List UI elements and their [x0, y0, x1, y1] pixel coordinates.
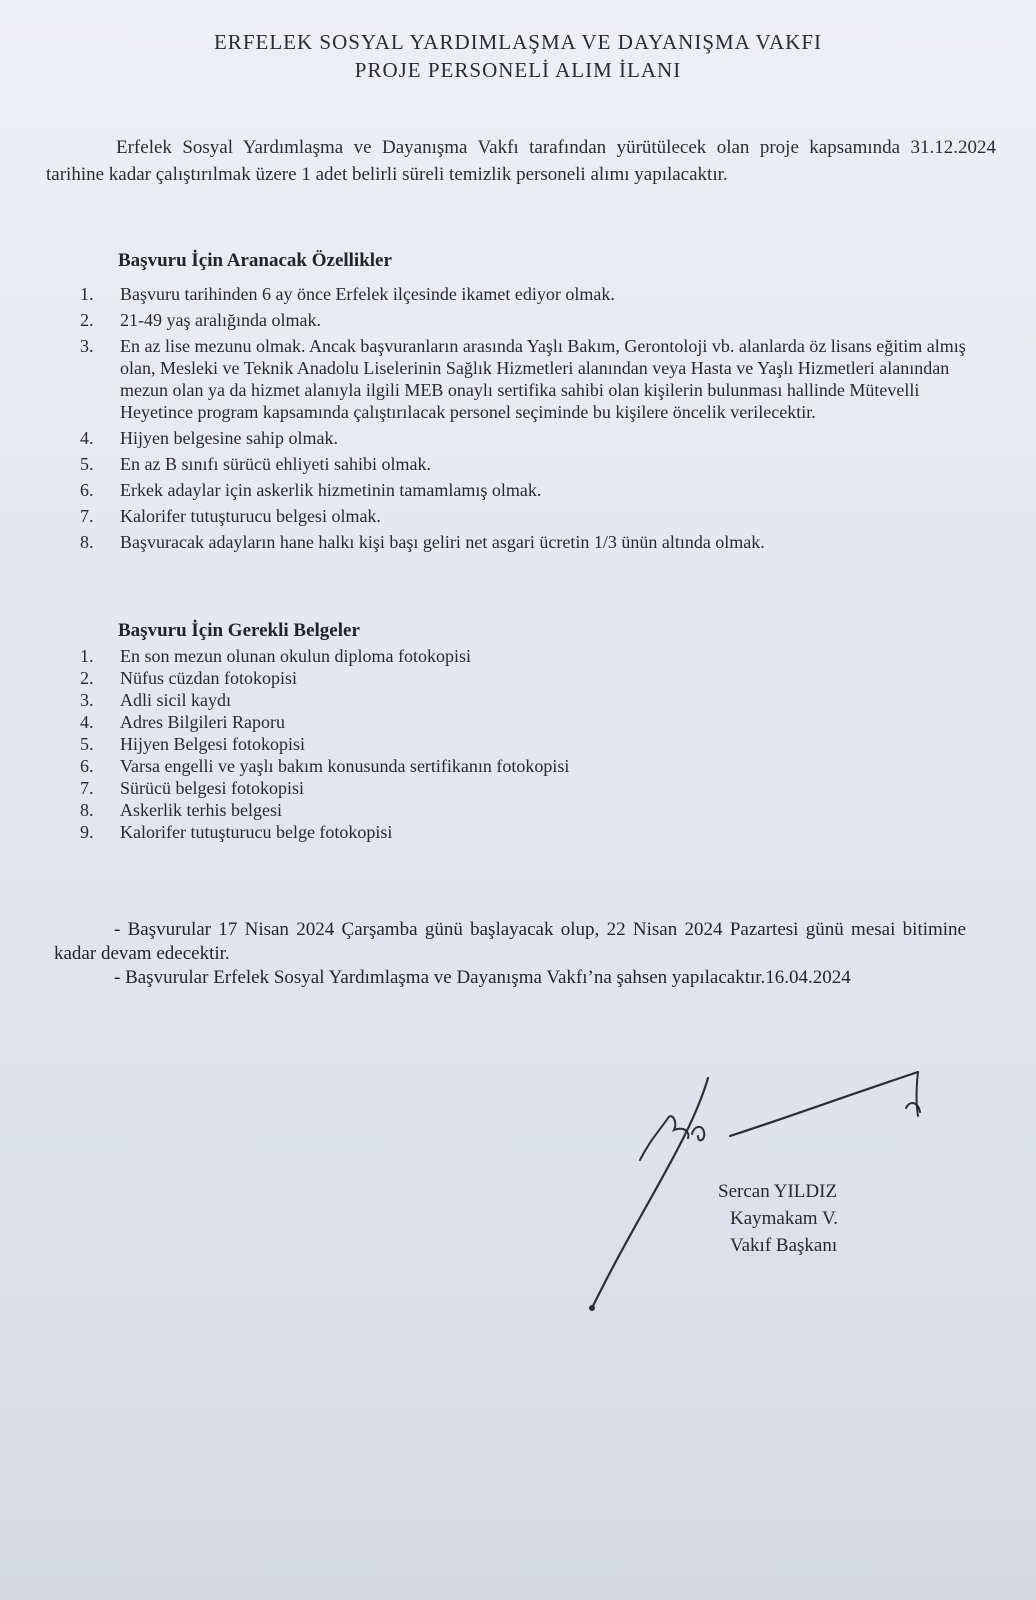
- document-subtitle: PROJE PERSONELİ ALIM İLANI: [354, 58, 682, 82]
- signature-stroke-end: [906, 1072, 920, 1116]
- item-text: Başvuru tarihinden 6 ay önce Erfelek ilçesinde ikamet ediyor olmak.: [120, 284, 615, 304]
- signer-name: Sercan YILDIZ: [718, 1181, 838, 1202]
- list-item: [80, 645, 980, 667]
- list-item: [80, 711, 980, 733]
- item-number: 9.: [80, 822, 94, 842]
- list-item: [80, 309, 980, 331]
- signature-dot: [589, 1305, 595, 1311]
- signer-role: Kaymakam V.: [730, 1208, 839, 1229]
- signature-stroke-loop: [640, 1116, 688, 1160]
- list-item: [80, 689, 980, 711]
- list-item: [80, 505, 980, 527]
- list-item: [80, 335, 980, 423]
- item-text: Erkek adaylar için askerlik hizmetinin tamamlamış olmak.: [120, 480, 542, 500]
- item-number: 5.: [80, 454, 94, 474]
- item-text: Adres Bilgileri Raporu: [120, 712, 285, 732]
- list-item: [80, 733, 980, 755]
- application-place-note: - Başvurular Erfelek Sosyal Yardımlaşma ve Dayanışma Vakfı’na şahsen yapılacaktır.16.04.2024: [114, 967, 851, 988]
- item-text: Askerlik terhis belgesi: [120, 800, 282, 820]
- item-number: 5.: [80, 734, 94, 754]
- signature-stroke-line: [730, 1072, 918, 1136]
- item-text: Kalorifer tutuşturucu belge fotokopisi: [120, 822, 393, 842]
- item-number: 7.: [80, 778, 94, 798]
- item-number: 4.: [80, 712, 94, 732]
- item-number: 7.: [80, 506, 94, 526]
- item-number: 1.: [80, 646, 94, 666]
- item-text: Hijyen Belgesi fotokopisi: [120, 734, 305, 754]
- requirements-list: [80, 283, 980, 557]
- item-number: 4.: [80, 428, 94, 448]
- document-title: ERFELEK SOSYAL YARDIMLAŞMA VE DAYANIŞMA VAKFI: [213, 30, 823, 54]
- item-text: En az lise mezunu olmak. Ancak başvuranların arasında Yaşlı Bakım, Gerontoloji vb. alanlarda öz lisans eğitim almış olan, Mesleki ve Teknik Anadolu Liselerinin Sağlık Hizmetleri alanından veya Hasta ve Yaşlı Hizmetleri alanından mezun olan ya da hizmet alanıyla ilgili MEB onaylı sertifika sahibi olan kişilerin bulunması hallinde Mütevelli Heyetince program kapsamında çalıştırılacak personel seçiminde bu kişilere öncelik verilecektir.: [120, 336, 966, 422]
- item-number: 3.: [80, 336, 94, 356]
- item-number: 2.: [80, 310, 94, 330]
- list-item: [80, 427, 980, 449]
- item-number: 6.: [80, 480, 94, 500]
- item-text: Nüfus cüzdan fotokopisi: [120, 668, 297, 688]
- list-item: [80, 283, 980, 305]
- item-text: 21-49 yaş aralığında olmak.: [120, 310, 321, 330]
- item-text: Kalorifer tutuşturucu belgesi olmak.: [120, 506, 381, 526]
- signer-block: [718, 1178, 838, 1259]
- item-number: 8.: [80, 800, 94, 820]
- item-text: Varsa engelli ve yaşlı bakım konusunda sertifikanın fotokopisi: [120, 756, 570, 776]
- application-dates-note: - Başvurular 17 Nisan 2024 Çarşamba günü başlayacak olup, 22 Nisan 2024 Pazartesi günü mesai bitimine kadar devam edecektir.: [54, 919, 966, 964]
- item-text: Sürücü belgesi fotokopisi: [120, 778, 304, 798]
- item-number: 1.: [80, 284, 94, 304]
- item-number: 2.: [80, 668, 94, 688]
- item-number: 6.: [80, 756, 94, 776]
- item-text: Başvuracak adayların hane halkı kişi başı geliri net asgari ücretin 1/3 ünün altında olmak.: [120, 532, 765, 552]
- list-item: [80, 777, 980, 799]
- item-number: 8.: [80, 532, 94, 552]
- list-item: [80, 667, 980, 689]
- requirements-heading: Başvuru İçin Aranacak Özellikler: [118, 250, 392, 271]
- list-item: [80, 453, 980, 475]
- list-item: [80, 799, 980, 821]
- signature-stroke-main: [592, 1078, 708, 1308]
- item-text: Adli sicil kaydı: [120, 690, 231, 710]
- signature-stroke-hook: [692, 1127, 704, 1140]
- list-item: [80, 479, 980, 501]
- list-item: [80, 755, 980, 777]
- documents-heading: Başvuru İçin Gerekli Belgeler: [118, 620, 360, 641]
- item-number: 3.: [80, 690, 94, 710]
- signer-title: Vakıf Başkanı: [730, 1235, 838, 1256]
- list-item: [80, 821, 980, 843]
- intro-paragraph: Erfelek Sosyal Yardımlaşma ve Dayanışma Vakfı tarafından yürütülecek olan proje kapsamında 31.12.2024 tarihine kadar çalıştırılmak üzere 1 adet belirli süreli temizlik personeli alımı yapılacaktır.: [46, 137, 996, 185]
- list-item: [80, 531, 980, 553]
- documents-list: [80, 645, 980, 843]
- item-text: Hijyen belgesine sahip olmak.: [120, 428, 338, 448]
- item-text: En az B sınıfı sürücü ehliyeti sahibi olmak.: [120, 454, 431, 474]
- item-text: En son mezun olunan okulun diploma fotokopisi: [120, 646, 471, 666]
